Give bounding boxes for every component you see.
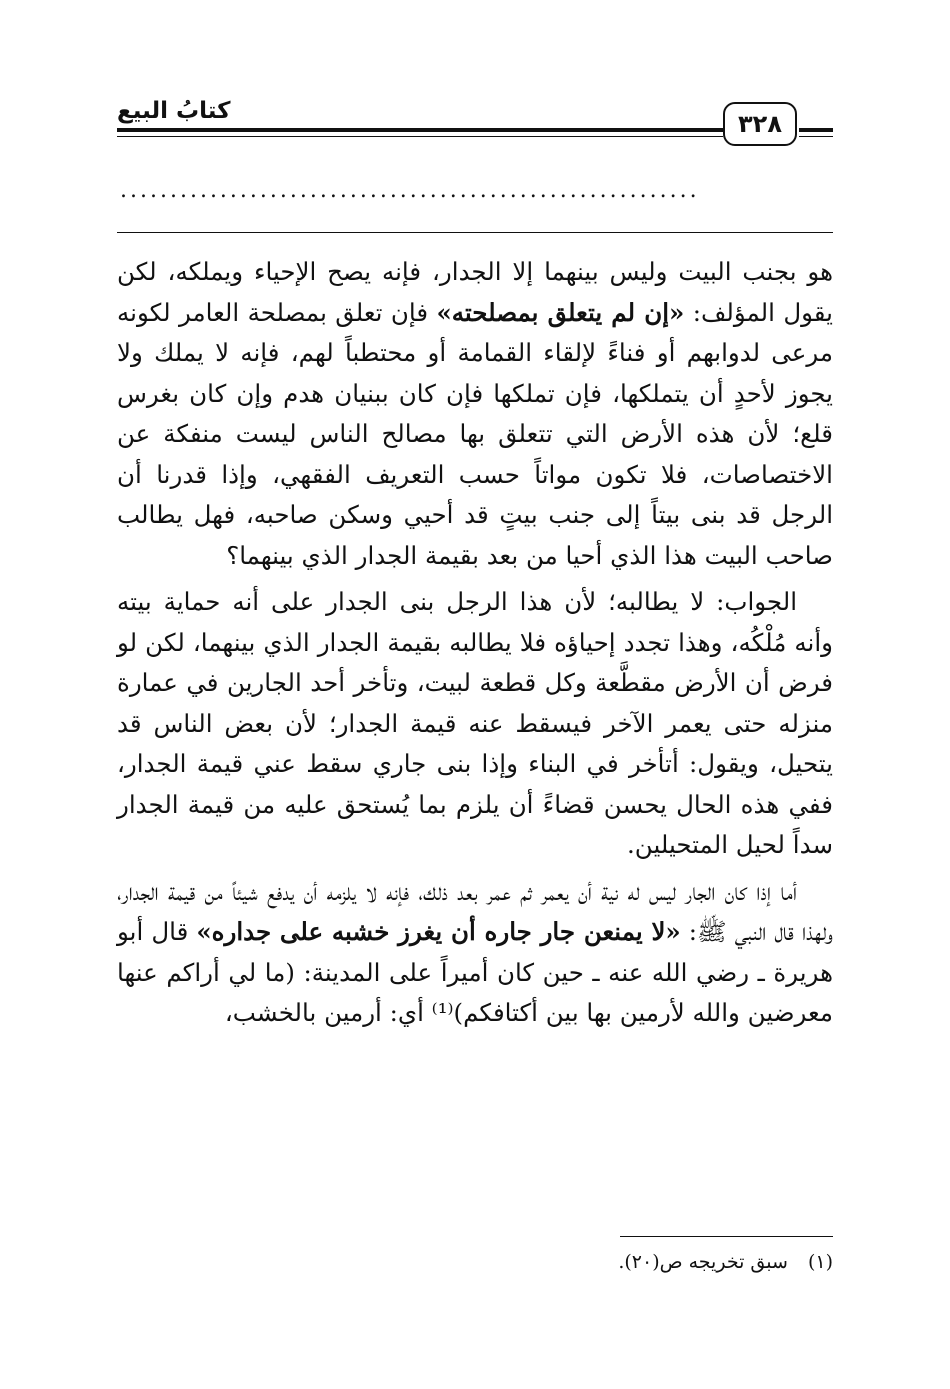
footnote-separator bbox=[620, 1236, 833, 1237]
footnote bbox=[117, 1248, 833, 1276]
footnote-text: سبق تخريجه ص(٢٠). bbox=[618, 1251, 788, 1273]
book-title: كتابُ البيع bbox=[117, 98, 231, 124]
text-run: فإن تعلق بمصلحة العامر لكونه مرعى لدوابهم أو فناءً لإلقاء القمامة أو محتطباً لهم، فإنه لا يملك ولا يجوز لأحدٍ أن يتملكها، فإن تملكها فإن كان ببنيان هدم وإن كان بغرس قلع؛ لأن هذه الأرض التي تتعلق بها مصالح الناس ليست منفكة عن الاختصاصات، فلا تكون مواتاً حسب التعريف الفقهي، وإذا قدرنا أن الرجل قد بنى بيتاً إلى جنب بيتٍ قد أحيي وسكن صاحبه، فهل يطالب صاحب البيت هذا الذي أحيا من بعد بقيمة الجدار الذي بينهما؟ bbox=[117, 297, 833, 570]
quote-text: «إن لم يتعلق بمصلحته» bbox=[436, 297, 685, 327]
hadith-text: «لا يمنعن جار جاره أن يغرز خشبه على جداره» bbox=[196, 917, 681, 946]
body-text bbox=[117, 252, 833, 1034]
paragraph-2 bbox=[117, 582, 833, 866]
paragraph-1 bbox=[117, 252, 833, 576]
header-rule-right-thin bbox=[799, 136, 833, 137]
text-run: هو بجنب البيت وليس بينهما إلا الجدار، فإنه يصح الإحياء ويملكه، لكن يقول المؤلف: bbox=[117, 257, 833, 327]
top-separator bbox=[117, 232, 833, 233]
paragraph-3 bbox=[117, 872, 833, 1034]
header-rule-right bbox=[799, 128, 833, 132]
text-run: الجواب: لا يطالبه؛ لأن هذا الرجل بنى الجدار على أنه حماية بيته وأنه مُلْكُه، وهذا تجدد إحياؤه فلا يطالبه بقيمة الجدار الذي بينهما، لكن لو فرض أن الأرض مقطَّعة وكل قطعة لبيت، وتأخر أحد الجارين في عمارة منزله حتى يعمر الآخر فيسقط عنه قيمة الجدار؛ لأن بعض الناس قد يتحيل، ويقول: أتأخر في البناء وإذا بنى جاري سقط عني قيمة الجدار، ففي هذه الحال يحسن قضاءً أن يلزم بما يُستحق عليه من قيمة الجدار سداً لحيل المتحيلين. bbox=[117, 587, 833, 859]
text-run: أما إذا كان الجار ليس له نية أن يعمر ثم عمر بعد ذلك، فإنه لا يلزمه أن يدفع شيئاً من قيمة الجدار، ولهذا قال النبي ﷺ: bbox=[117, 876, 833, 946]
header-rule-thick bbox=[117, 128, 723, 132]
page-header bbox=[117, 88, 833, 150]
footnote-number: (١) bbox=[807, 1251, 833, 1273]
text-run: قال أبو هريرة ـ رضي الله عنه ـ حين كان أميراً على المدينة: (ما لي أراكم عنها معرضين والله لأرمين بها بين أكتافكم)⁽¹⁾ أي: أرمين بالخشب، bbox=[117, 917, 833, 1027]
dotted-line: .......................................................... bbox=[120, 178, 700, 203]
header-rule-thin bbox=[117, 136, 723, 137]
page-number: ٣٢٨ bbox=[723, 102, 797, 146]
